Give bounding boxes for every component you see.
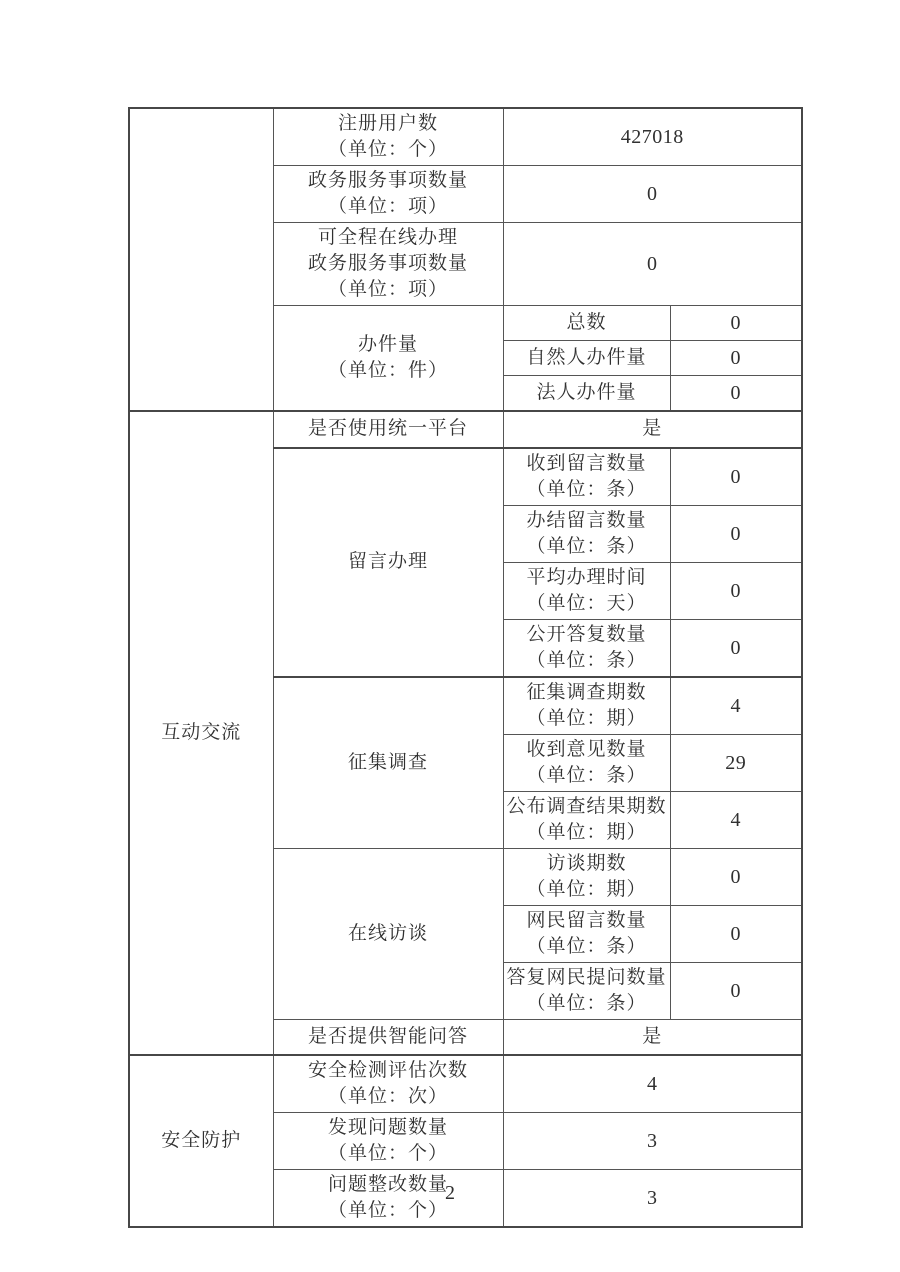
- label-line: （单位：条）: [526, 478, 647, 500]
- label-line: 安全检测评估次数: [307, 1060, 468, 1081]
- section-cell-empty: [129, 108, 273, 411]
- label-line: （单位：个）: [327, 1200, 448, 1221]
- row-value-replies-to-netizens: 0: [670, 962, 802, 1019]
- row-label-replies-to-netizens: [503, 962, 670, 1019]
- row-value-opinions-received: 29: [670, 734, 802, 791]
- label-line: 办结留言数量: [526, 509, 647, 531]
- row-value-survey-periods: 4: [670, 677, 802, 735]
- row-value-netizen-messages: 0: [670, 905, 802, 962]
- row-value-received-messages: 0: [670, 448, 802, 506]
- row-label-interview-periods: [503, 848, 670, 905]
- row-label-smart-qa: [273, 1019, 503, 1055]
- group-cell-case-volume: [273, 306, 503, 411]
- label-line: （单位：天）: [526, 592, 647, 614]
- label-line: （单位：条）: [526, 649, 647, 671]
- label-line: （单位：项）: [327, 279, 448, 300]
- row-label-public-replies: [503, 619, 670, 677]
- label-line: 平均办理时间: [526, 566, 647, 588]
- section-cell-security: 安全防护: [129, 1055, 273, 1227]
- row-label-full-online-service-items: [273, 223, 503, 306]
- row-label-security-assessments: [273, 1055, 503, 1113]
- row-value-public-replies: 0: [670, 619, 802, 677]
- label-line: （单位：次）: [327, 1086, 448, 1107]
- row-label-legal-person-cases: [503, 376, 670, 411]
- website-report-table: [128, 107, 803, 1228]
- label-line: 政务服务事项数量: [307, 253, 468, 274]
- row-label-registered-users: [273, 108, 503, 166]
- label-line: 政务服务事项数量: [307, 170, 468, 191]
- label-line: 办件量: [357, 333, 418, 355]
- row-label-netizen-messages: [503, 905, 670, 962]
- row-value-survey-results-published: 4: [670, 791, 802, 848]
- label-line: （单位：个）: [327, 1143, 448, 1164]
- row-value-natural-person-cases: 0: [670, 341, 802, 376]
- row-value-unified-platform: 是: [503, 411, 802, 448]
- row-label-case-total: [503, 306, 670, 341]
- row-value-problems-found: 3: [503, 1113, 802, 1170]
- row-label-survey-periods: [503, 677, 670, 735]
- label-line: （单位：条）: [526, 535, 647, 557]
- row-value-problems-rectified: 3: [503, 1170, 802, 1228]
- row-label-received-messages: [503, 448, 670, 506]
- row-value-security-assessments: 4: [503, 1055, 802, 1113]
- row-label-service-items: [273, 166, 503, 223]
- label-line: （单位：条）: [526, 935, 647, 957]
- label-line: 收到留言数量: [526, 452, 647, 474]
- group-cell-message-handling: 留言办理: [273, 448, 503, 677]
- label-line: 是否使用统一平台: [307, 418, 468, 439]
- label-line: （单位：期）: [526, 821, 647, 843]
- label-line: （单位：项）: [327, 196, 448, 217]
- row-value-legal-person-cases: 0: [670, 376, 802, 411]
- label-line: （单位：条）: [526, 992, 647, 1014]
- row-value-avg-processing-time: 0: [670, 562, 802, 619]
- label-line: 征集调查期数: [526, 681, 647, 703]
- row-label-unified-platform: [273, 411, 503, 448]
- label-line: 是否提供智能问答: [307, 1025, 468, 1047]
- label-line: （单位：个）: [327, 139, 448, 160]
- label-line: （单位：件）: [327, 359, 448, 381]
- label-line: 公开答复数量: [526, 623, 647, 645]
- label-line: （单位：期）: [526, 707, 647, 729]
- label-line: 总数: [566, 312, 607, 333]
- label-line: 公布调查结果期数: [506, 795, 667, 817]
- label-line: 可全程在线办理: [317, 227, 458, 248]
- row-label-problems-found: [273, 1113, 503, 1170]
- row-label-survey-results-published: [503, 791, 670, 848]
- label-line: 问题整改数量: [327, 1174, 448, 1195]
- row-label-avg-processing-time: [503, 562, 670, 619]
- label-line: 发现问题数量: [327, 1117, 448, 1138]
- label-line: 自然人办件量: [526, 347, 647, 368]
- page-number: 2: [445, 1182, 455, 1204]
- label-line: 答复网民提问数量: [506, 966, 667, 988]
- label-line: 网民留言数量: [526, 909, 647, 931]
- row-label-opinions-received: [503, 734, 670, 791]
- section-cell-interaction: 互动交流: [129, 411, 273, 1056]
- row-value-service-items: 0: [503, 166, 802, 223]
- group-cell-interview: 在线访谈: [273, 848, 503, 1019]
- row-label-completed-messages: [503, 505, 670, 562]
- label-line: （单位：条）: [526, 764, 647, 786]
- label-line: 访谈期数: [546, 852, 627, 874]
- row-value-interview-periods: 0: [670, 848, 802, 905]
- row-value-completed-messages: 0: [670, 505, 802, 562]
- row-label-natural-person-cases: [503, 341, 670, 376]
- row-value-smart-qa: 是: [503, 1019, 802, 1055]
- label-line: 注册用户数: [337, 113, 438, 134]
- row-value-full-online-service-items: 0: [503, 223, 802, 306]
- group-cell-survey: 征集调查: [273, 677, 503, 849]
- row-value-registered-users: 427018: [503, 108, 802, 166]
- label-line: 法人办件量: [536, 381, 637, 403]
- label-line: 收到意见数量: [526, 738, 647, 760]
- label-line: （单位：期）: [526, 878, 647, 900]
- row-value-case-total: 0: [670, 306, 802, 341]
